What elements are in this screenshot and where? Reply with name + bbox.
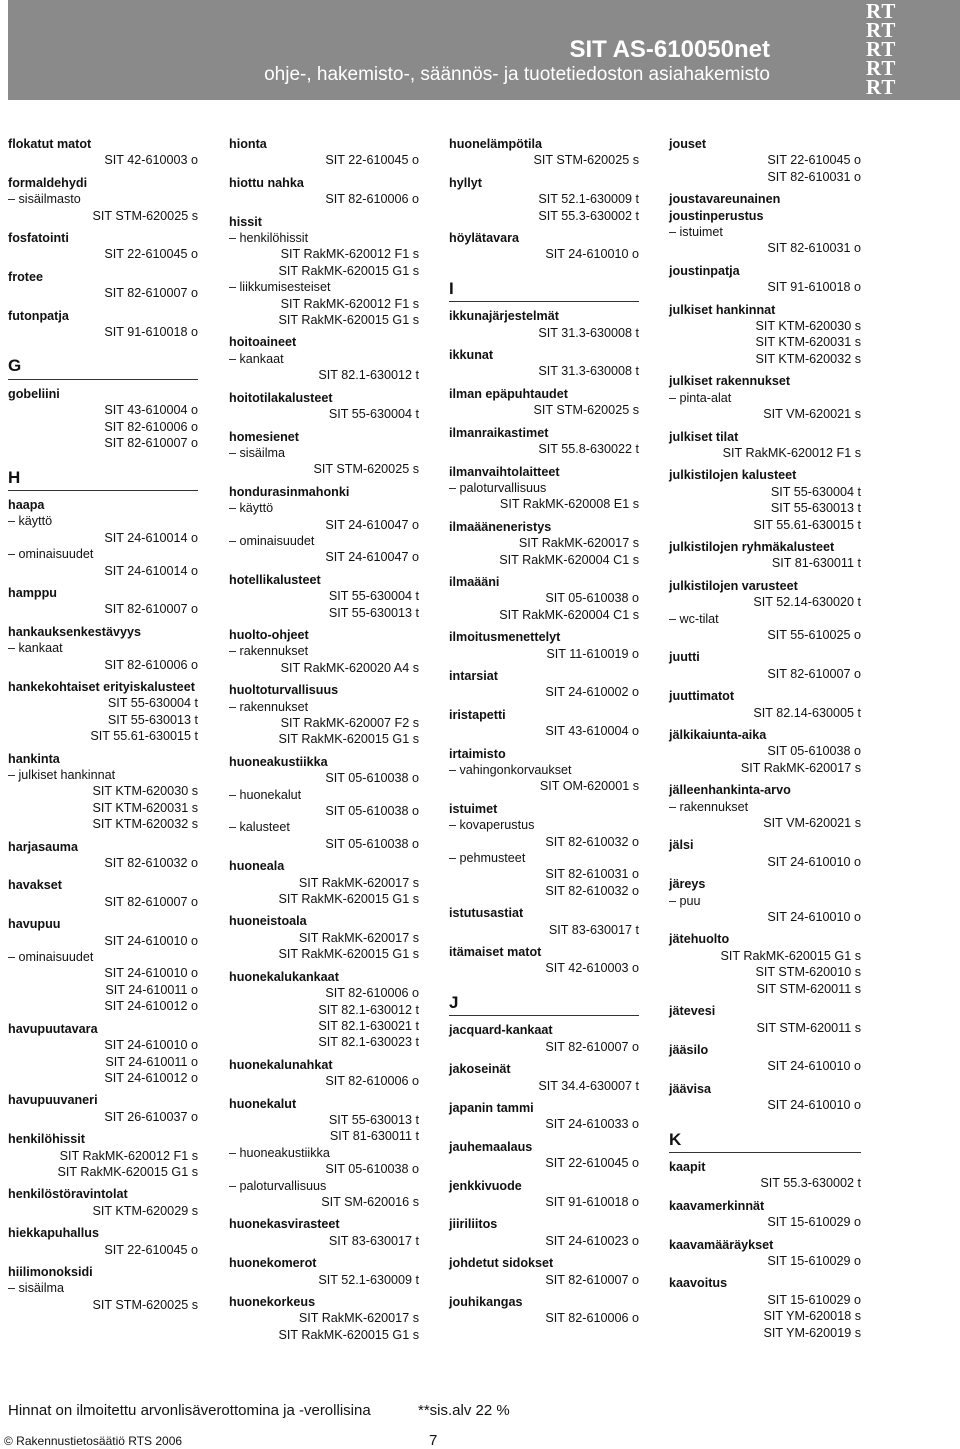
index-headword: huonekomerot <box>229 1256 317 1271</box>
index-reference: SIT 55-630004 t <box>328 407 419 422</box>
logo-line: RT <box>866 75 897 99</box>
index-reference: SIT RakMK-620012 F1 s <box>280 296 419 311</box>
index-reference: SIT KTM-620031 s <box>92 800 198 815</box>
index-reference: SIT 52.14-630020 t <box>753 595 861 610</box>
index-reference: SIT 22-610045 o <box>545 1156 639 1171</box>
index-reference: SIT 43-610004 o <box>104 403 198 418</box>
index-headword: hoitotilakalusteet <box>229 390 333 405</box>
index-reference: SIT RakMK-620017 s <box>740 760 861 775</box>
index-headword: julkistilojen varusteet <box>669 578 798 593</box>
index-reference: SIT KTM-620030 s <box>755 319 861 334</box>
index-reference: SIT 55-610025 o <box>767 627 861 642</box>
index-reference: SIT 05-610038 o <box>325 771 419 786</box>
index-subterm: – liikkumisesteiset <box>229 280 331 295</box>
index-reference: SIT 55.3-630002 t <box>538 208 639 223</box>
index-reference: SIT 05-610038 o <box>325 804 419 819</box>
index-reference: SIT 83-630017 t <box>548 922 639 937</box>
index-headword: juuttimatot <box>669 689 735 704</box>
section-letter: K <box>669 1132 861 1153</box>
logo-line: RT <box>866 37 897 61</box>
index-reference: SIT 22-610045 o <box>767 153 861 168</box>
index-column-1 <box>8 130 198 1313</box>
index-headword: hankekohtaiset erityiskalusteet <box>8 679 195 694</box>
index-reference: SIT VM-620021 s <box>763 816 861 831</box>
index-reference: SIT 24-610014 o <box>104 563 198 578</box>
index-reference: SIT OM-620001 s <box>539 779 639 794</box>
index-reference: SIT 05-610038 o <box>767 744 861 759</box>
index-reference: SIT 55-630013 t <box>328 605 419 620</box>
logo-line: RT <box>866 18 897 42</box>
index-headword: jacquard-kankaat <box>449 1023 553 1038</box>
section-letter: H <box>8 470 198 491</box>
index-headword: jäävisa <box>669 1081 712 1096</box>
index-headword: frotee <box>8 269 43 284</box>
index-subterm: – pinta-alat <box>669 390 732 405</box>
index-reference: SIT 24-610047 o <box>325 517 419 532</box>
index-subterm: – paloturvallisuus <box>449 480 547 495</box>
index-headword: juutti <box>669 650 700 665</box>
index-reference: SIT STM-620025 s <box>92 208 198 223</box>
index-headword: iristapetti <box>449 707 506 722</box>
index-reference: SIT 55-630013 t <box>328 1112 419 1127</box>
index-headword: julkiset tilat <box>669 429 739 444</box>
index-reference: SIT RakMK-620015 G1 s <box>278 732 419 747</box>
index-subterm: – ominaisuudet <box>229 533 315 548</box>
index-reference: SIT 82.1-630012 t <box>318 368 419 383</box>
index-headword: ikkunat <box>449 348 494 363</box>
index-headword: jiiriliitos <box>449 1217 498 1232</box>
index-reference: SIT 43-610004 o <box>545 724 639 739</box>
index-reference: SIT 82-610006 o <box>545 1311 639 1326</box>
index-reference: SIT 91-610018 o <box>104 325 198 340</box>
index-column-2 <box>229 130 419 1343</box>
index-headword: havupuuvaneri <box>8 1093 98 1108</box>
index-headword: hamppu <box>8 585 57 600</box>
index-headword: itämaiset matot <box>449 945 542 960</box>
index-headword: fosfatointi <box>8 231 69 246</box>
index-reference: SIT 24-610010 o <box>104 933 198 948</box>
index-headword: haapa <box>8 497 45 512</box>
index-reference: SIT RakMK-620015 G1 s <box>278 947 419 962</box>
index-headword: gobeliini <box>8 386 60 401</box>
index-subterm: – paloturvallisuus <box>229 1178 327 1193</box>
index-headword: hiilimonoksidi <box>8 1264 93 1279</box>
index-headword: henkilöhissit <box>8 1132 85 1147</box>
index-reference: SIT 24-610014 o <box>104 530 198 545</box>
index-reference: SIT 55.61-630015 t <box>753 517 861 532</box>
index-headword: hiottu nahka <box>229 175 304 190</box>
index-reference: SIT 82-610007 o <box>104 436 198 451</box>
index-reference: SIT 24-610010 o <box>767 1098 861 1113</box>
index-reference: SIT STM-620011 s <box>756 981 861 996</box>
section-letter: G <box>8 358 198 379</box>
index-headword: hankauksenkestävyys <box>8 624 142 639</box>
index-subterm: – huoneakustiikka <box>229 1145 330 1160</box>
index-reference: SIT RakMK-620017 s <box>298 1311 419 1326</box>
index-reference: SIT 22-610045 o <box>104 1242 198 1257</box>
copyright: © Rakennustietosäätiö RTS 2006 <box>4 1434 183 1448</box>
index-headword: hionta <box>229 137 267 151</box>
price-note: Hinnat on ilmoitettu arvonlisäverottomina ja -verollisina <box>8 1402 371 1419</box>
index-reference: SIT 82-610006 o <box>325 192 419 207</box>
page-subtitle: ohje-, hakemisto-, säännös- ja tuotetiedoston asiahakemisto <box>264 64 770 85</box>
index-reference: SIT 82-610031 o <box>767 169 861 184</box>
index-reference: SIT 82-610031 o <box>545 867 639 882</box>
index-subterm: – vahingonkorvaukset <box>449 763 572 777</box>
index-headword: jääsilo <box>669 1042 709 1057</box>
index-subterm: – julkiset hankinnat <box>8 768 116 782</box>
index-headword: höylätavara <box>449 231 520 246</box>
index-headword: harjasauma <box>8 839 79 854</box>
index-reference: SIT KTM-620032 s <box>755 351 861 366</box>
index-headword: jenkkivuode <box>449 1178 522 1193</box>
index-headword: huonekalukankaat <box>229 969 339 984</box>
index-subterm: – kovaperustus <box>449 818 535 833</box>
index-headword: julkistilojen kalusteet <box>669 468 797 483</box>
index-reference: SIT 24-610033 o <box>545 1117 639 1132</box>
index-reference: SIT YM-620018 s <box>763 1309 861 1324</box>
index-reference: SIT 15-610029 o <box>767 1292 861 1307</box>
section-letter: J <box>449 995 639 1016</box>
index-reference: SIT 22-610045 o <box>104 247 198 262</box>
index-headword: julkiset hankinnat <box>669 302 776 317</box>
index-subterm: – pehmusteet <box>449 851 526 866</box>
index-headword: futonpatja <box>8 308 69 323</box>
index-headword: havakset <box>8 878 62 893</box>
index-subterm: – kankaat <box>229 351 284 366</box>
index-headword: istuimet <box>449 801 498 816</box>
index-reference: SIT RakMK-620015 G1 s <box>278 892 419 907</box>
index-reference: SIT 82-610006 o <box>325 1074 419 1089</box>
index-headword: irtaimisto <box>449 746 506 761</box>
index-reference: SIT 52.1-630009 t <box>538 192 639 207</box>
index-reference: SIT 31.3-630008 t <box>538 364 639 379</box>
index-headword: kaavamääräykset <box>669 1237 774 1252</box>
index-reference: SIT 82-610032 o <box>104 856 198 871</box>
index-reference: SIT 55-630004 t <box>328 589 419 604</box>
index-reference: SIT YM-620019 s <box>763 1325 861 1340</box>
index-headword: huolto-ohjeet <box>229 627 309 642</box>
logo-line: RT <box>866 0 897 23</box>
index-reference: SIT 81-630011 t <box>329 1129 419 1144</box>
index-reference: SIT STM-620025 s <box>313 462 419 477</box>
index-reference: SIT 82-610032 o <box>545 883 639 898</box>
index-reference: SIT RakMK-620012 F1 s <box>59 1148 198 1163</box>
index-reference: SIT RakMK-620015 G1 s <box>278 263 419 278</box>
index-headword: hondurasinmahonki <box>229 484 350 499</box>
index-reference: SIT 26-610037 o <box>104 1109 198 1124</box>
index-headword: huoltoturvallisuus <box>229 683 339 698</box>
index-subterm: – wc-tilat <box>669 611 719 626</box>
index-headword: joustinpatja <box>669 263 740 278</box>
index-headword: jakoseinät <box>449 1062 511 1077</box>
index-reference: SIT 82-610007 o <box>104 602 198 617</box>
index-reference: SIT 34.4-630007 t <box>538 1078 639 1093</box>
index-reference: SIT 31.3-630008 t <box>538 325 639 340</box>
index-subterm: – sisäilma <box>8 1281 64 1296</box>
index-reference: SIT 24-610012 o <box>104 1070 198 1085</box>
index-reference: SIT 82.1-630012 t <box>318 1002 419 1017</box>
index-headword: intarsiat <box>449 668 498 683</box>
index-headword: havupuu <box>8 917 61 932</box>
index-subterm: – käyttö <box>229 501 274 516</box>
index-reference: SIT VM-620021 s <box>763 407 861 422</box>
index-reference: SIT 55-630013 t <box>770 501 861 516</box>
index-reference: SIT RakMK-620004 C1 s <box>499 607 639 622</box>
index-reference: SIT 82-610032 o <box>545 834 639 849</box>
index-reference: SIT RakMK-620015 G1 s <box>57 1164 198 1179</box>
index-reference: SIT 82-610006 o <box>325 986 419 1001</box>
logo-line: RT <box>866 56 897 80</box>
index-reference: SIT RakMK-620015 G1 s <box>720 948 861 963</box>
index-subterm: – rakennukset <box>229 699 309 714</box>
index-reference: SIT RakMK-620012 F1 s <box>280 247 419 262</box>
index-reference: SIT 55-630004 t <box>770 484 861 499</box>
index-reference: SIT 05-610038 o <box>325 836 419 851</box>
index-headword: jälsi <box>669 838 694 853</box>
index-headword: ilman epäpuhtaudet <box>449 386 568 401</box>
index-reference: SIT 15-610029 o <box>767 1215 861 1230</box>
index-headword: huonelämpötila <box>449 137 543 151</box>
index-reference: SIT 91-610018 o <box>767 280 861 295</box>
index-headword: huonekalut <box>229 1096 297 1111</box>
index-subterm: – puu <box>669 893 701 908</box>
index-reference: SIT RakMK-620007 F2 s <box>280 716 419 730</box>
index-headword: ilmanvaihtolaitteet <box>449 464 560 479</box>
index-reference: SIT RakMK-620008 E1 s <box>499 497 639 512</box>
index-subterm: – rakennukset <box>229 644 309 659</box>
index-column-4 <box>669 130 861 1341</box>
index-reference: SIT 82-610007 o <box>767 666 861 681</box>
index-reference: SIT 82-610006 o <box>104 419 198 434</box>
index-headword: huonekorkeus <box>229 1295 316 1309</box>
index-headword: jouhikangas <box>449 1294 523 1309</box>
index-reference: SIT 82-610006 o <box>104 657 198 672</box>
index-reference: SIT STM-620011 s <box>756 1020 861 1035</box>
index-headword: jouset <box>669 137 707 151</box>
index-reference: SIT RakMK-620020 A4 s <box>280 660 419 675</box>
index-headword: jälleenhankinta-arvo <box>669 783 791 798</box>
index-headword: hoitoaineet <box>229 335 297 350</box>
index-headword: hyllyt <box>449 175 482 190</box>
index-headword: ilmanraikastimet <box>449 425 549 440</box>
index-headword: huonekasvirasteet <box>229 1217 340 1232</box>
index-headword: hotellikalusteet <box>229 572 321 587</box>
index-reference: SIT RakMK-620015 G1 s <box>278 1327 419 1342</box>
index-reference: SIT RakMK-620004 C1 s <box>499 552 639 567</box>
index-reference: SIT 24-610010 o <box>104 966 198 981</box>
index-reference: SIT STM-620025 s <box>533 153 639 168</box>
index-reference: SIT RakMK-620012 F1 s <box>722 445 861 460</box>
index-headword: formaldehydi <box>8 175 88 190</box>
index-reference: SIT KTM-620029 s <box>92 1203 198 1218</box>
index-subterm: – kalusteet <box>229 820 290 835</box>
index-headword: homesienet <box>229 429 299 444</box>
index-subterm: – istuimet <box>669 225 723 240</box>
index-subterm: – ominaisuudet <box>8 547 94 562</box>
index-reference: SIT 15-610029 o <box>767 1253 861 1268</box>
index-headword: kaapit <box>669 1159 706 1174</box>
index-reference: SIT KTM-620030 s <box>92 784 198 799</box>
index-reference: SIT 24-610011 o <box>105 982 198 997</box>
index-reference: SIT 22-610045 o <box>325 153 419 168</box>
index-subterm: – huonekalut <box>229 787 302 802</box>
index-reference: SIT 55-630004 t <box>107 696 198 711</box>
page-header <box>8 0 960 100</box>
index-headword: jätevesi <box>669 1004 716 1019</box>
index-reference: SIT KTM-620032 s <box>92 817 198 832</box>
index-headword: hiekkapuhallus <box>8 1226 99 1241</box>
index-reference: SIT RakMK-620017 s <box>518 536 639 551</box>
index-reference: SIT 82-610031 o <box>767 241 861 256</box>
index-headword: jälkikaiunta-aika <box>669 728 767 742</box>
index-reference: SIT 05-610038 o <box>325 1162 419 1177</box>
index-headword: istutusastiat <box>449 906 524 921</box>
index-reference: SIT 24-610010 o <box>767 1059 861 1074</box>
index-reference: SIT 82-610007 o <box>104 286 198 301</box>
index-headword: hissit <box>229 214 262 229</box>
index-reference: SIT RakMK-620017 s <box>298 930 419 945</box>
index-headword: kaavoitus <box>669 1276 728 1291</box>
index-headword: huonekalunahkat <box>229 1057 333 1072</box>
index-reference: SIT 24-610010 o <box>767 854 861 869</box>
index-headword: ilmaääneneristys <box>449 519 552 534</box>
index-reference: SIT 42-610003 o <box>104 153 198 168</box>
index-headword: ikkunajärjestelmät <box>449 309 559 324</box>
index-reference: SIT 05-610038 o <box>545 591 639 606</box>
index-reference: SIT 55.8-630022 t <box>538 442 639 457</box>
index-column-3 <box>449 130 639 1327</box>
index-reference: SIT 83-630017 t <box>328 1233 419 1248</box>
index-headword: huoneala <box>229 859 285 874</box>
index-headword: japanin tammi <box>449 1100 534 1115</box>
index-reference: SIT 82-610007 o <box>104 894 198 909</box>
index-headword: huoneistoala <box>229 914 307 929</box>
index-headword: havupuutavara <box>8 1021 98 1036</box>
rt-logo <box>866 2 952 97</box>
index-headword: johdetut sidokset <box>449 1256 554 1271</box>
index-headword: jauhemaalaus <box>449 1139 533 1154</box>
index-reference: SIT 24-610011 o <box>105 1054 198 1069</box>
index-reference: SIT SM-620016 s <box>321 1194 419 1209</box>
index-subterm: – henkilöhissit <box>229 231 309 246</box>
index-reference: SIT 82.1-630023 t <box>318 1035 419 1050</box>
index-reference: SIT 24-610002 o <box>545 685 639 700</box>
index-reference: SIT STM-620025 s <box>92 1297 198 1312</box>
index-reference: SIT 24-610012 o <box>104 999 198 1014</box>
page-number: 7 <box>429 1432 438 1449</box>
index-reference: SIT RakMK-620015 G1 s <box>278 313 419 328</box>
index-reference: SIT KTM-620031 s <box>755 335 861 350</box>
section-letter: I <box>449 281 639 302</box>
index-reference: SIT 91-610018 o <box>545 1194 639 1209</box>
index-reference: SIT 24-610010 o <box>545 247 639 262</box>
index-reference: SIT 82-610007 o <box>545 1272 639 1287</box>
index-reference: SIT 55.3-630002 t <box>760 1176 861 1191</box>
index-subterm: – sisäilma <box>229 445 285 460</box>
index-headword: henkilöstöravintolat <box>8 1187 128 1202</box>
index-subterm: – käyttö <box>8 514 53 529</box>
index-reference: SIT 24-610047 o <box>325 550 419 565</box>
index-reference: SIT 24-610010 o <box>104 1038 198 1053</box>
index-headword: flokatut matot <box>8 137 92 151</box>
index-reference: SIT 24-610023 o <box>545 1233 639 1248</box>
index-reference: SIT 24-610010 o <box>767 910 861 925</box>
index-reference: SIT 82-610007 o <box>545 1039 639 1054</box>
index-reference: SIT 55-630013 t <box>107 712 198 727</box>
index-subterm: – ominaisuudet <box>8 950 94 965</box>
index-headword: hankinta <box>8 751 60 766</box>
index-reference: SIT 82.14-630005 t <box>753 705 861 720</box>
index-reference: SIT 81-630011 t <box>771 556 861 571</box>
index-reference: SIT STM-620025 s <box>533 403 639 418</box>
index-headword: julkiset rakennukset <box>669 374 791 389</box>
index-headword: järeys <box>669 877 706 892</box>
index-subterm: – sisäilmasto <box>8 192 81 207</box>
index-headword: ilmoitusmenettelyt <box>449 630 561 645</box>
page-title: SIT AS-610050net <box>569 36 770 63</box>
index-reference: SIT 52.1-630009 t <box>318 1272 419 1287</box>
index-reference: SIT RakMK-620017 s <box>298 875 419 890</box>
index-reference: SIT STM-620010 s <box>755 965 861 980</box>
index-subterm: – rakennukset <box>669 799 749 814</box>
index-reference: SIT 42-610003 o <box>545 961 639 976</box>
index-reference: SIT 82.1-630021 t <box>318 1018 419 1033</box>
vat-note: **sis.alv 22 % <box>418 1402 510 1419</box>
index-headword: kaavamerkinnät <box>669 1198 765 1213</box>
index-headword: joustavareunainen joustinperustus <box>669 192 781 223</box>
index-subterm: – kankaat <box>8 641 63 656</box>
index-headword: ilmaääni <box>449 574 500 589</box>
index-headword: huoneakustiikka <box>229 754 328 769</box>
index-reference: SIT 55.61-630015 t <box>90 729 198 744</box>
index-headword: julkistilojen ryhmäkalusteet <box>669 539 835 554</box>
index-headword: jätehuolto <box>669 932 730 947</box>
index-reference: SIT 11-610019 o <box>546 646 639 661</box>
